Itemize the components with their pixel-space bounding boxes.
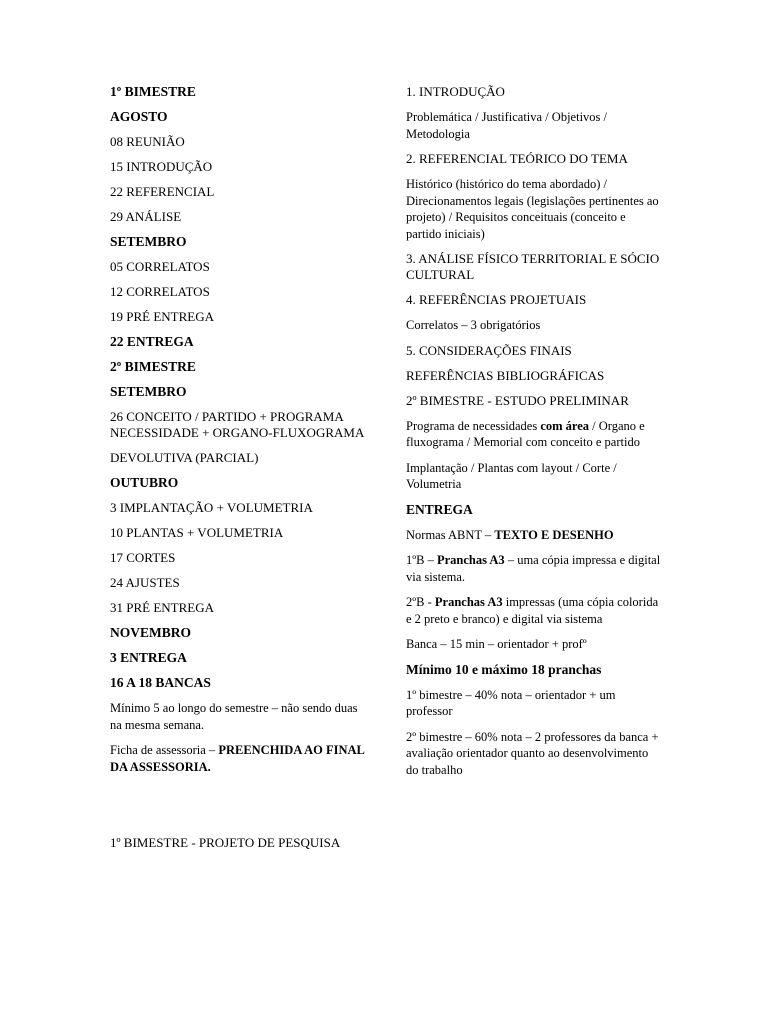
- right-paragraph: [406, 317, 662, 334]
- left-paragraph: [110, 259, 372, 275]
- left-paragraph: [110, 742, 372, 775]
- text-run: / Organo e fluxograma / Memorial com conceito e partido: [406, 418, 645, 449]
- right-paragraph: [406, 109, 662, 142]
- left-paragraph: [110, 650, 372, 666]
- text-run: com área: [540, 418, 590, 433]
- left-paragraph: [110, 550, 372, 566]
- left-paragraph: [110, 334, 372, 350]
- left-paragraph: [110, 409, 372, 441]
- left-paragraph: [110, 675, 372, 691]
- text-run: 26 CONCEITO / PARTIDO + PROGRAMA NECESSIDADE + ORGANO-FLUXOGRAMA: [110, 409, 365, 440]
- right-paragraph: [406, 84, 662, 100]
- text-run: 4. REFERÊNCIAS PROJETUAIS: [406, 292, 587, 307]
- text-run: AGOSTO: [110, 109, 168, 124]
- text-run: Pranchas A3: [434, 595, 503, 609]
- text-run: Normas ABNT –: [406, 527, 495, 542]
- right-paragraph: [406, 662, 662, 678]
- left-paragraph: [110, 384, 372, 400]
- right-paragraph: [406, 594, 662, 627]
- right-paragraph: [406, 502, 662, 518]
- left-paragraph: [110, 309, 372, 325]
- right-paragraph: [406, 176, 662, 242]
- text-run: 22 ENTREGA: [110, 334, 194, 349]
- text-run: Problemática / Justificativa / Objetivos / Metodologia: [406, 110, 608, 141]
- text-run: 2º bimestre – 60% nota – 2 professores da banca + avaliação orientador quanto ao desenvolvimento do trabalho: [406, 729, 659, 777]
- text-run: – uma cópia impressa e digital via sistema.: [406, 553, 661, 584]
- right-paragraph: [406, 636, 662, 653]
- left-paragraph: [110, 625, 372, 641]
- text-run: 2. REFERENCIAL TEÓRICO DO TEMA: [406, 151, 628, 166]
- text-run: 3. ANÁLISE FÍSICO TERRITORIAL E SÓCIO CULTURAL: [406, 251, 660, 282]
- blank-spacer: [110, 784, 372, 835]
- left-paragraph: [110, 84, 372, 100]
- text-run: Pranchas A3: [436, 553, 505, 567]
- left-paragraph: [110, 209, 372, 225]
- text-run: 29 ANÁLISE: [110, 209, 182, 224]
- left-paragraph: [110, 359, 372, 375]
- text-run: REFERÊNCIAS BIBLIOGRÁFICAS: [406, 367, 605, 383]
- text-run: 16 A 18 BANCAS: [110, 675, 211, 690]
- text-run: Banca – 15 min – orientador + profº: [406, 637, 587, 651]
- content-column: [406, 84, 662, 787]
- text-run: Programa de necessidades: [406, 418, 541, 433]
- right-paragraph: [406, 343, 662, 359]
- right-paragraph: [406, 527, 662, 544]
- left-paragraph: [110, 159, 372, 175]
- right-paragraph: [406, 687, 662, 720]
- text-run: 12 CORRELATOS: [110, 284, 210, 299]
- text-run: SETEMBRO: [110, 384, 187, 399]
- left-paragraph: [110, 600, 372, 616]
- text-run: Ficha de assessoria –: [110, 743, 219, 757]
- text-run: 1º BIMESTRE - PROJETO DE PESQUISA: [110, 835, 341, 850]
- right-paragraph: [406, 251, 662, 283]
- text-run: Implantação / Plantas com layout / Corte / Volumetria: [406, 460, 617, 491]
- right-paragraph: [406, 552, 662, 585]
- right-paragraph: [406, 418, 662, 451]
- text-run: OUTUBRO: [110, 475, 179, 490]
- text-run: impressas (uma cópia colorida e 2 preto e branco) e digital via sistema: [406, 595, 659, 626]
- text-run: 19 PRÉ ENTREGA: [110, 309, 214, 324]
- right-paragraph: [406, 151, 662, 167]
- left-paragraph: [110, 475, 372, 491]
- right-paragraph: [406, 393, 662, 409]
- left-paragraph: [110, 234, 372, 250]
- text-run: SETEMBRO: [110, 234, 187, 249]
- right-paragraph: [406, 460, 662, 493]
- left-paragraph: [110, 450, 372, 466]
- text-run: 5. CONSIDERAÇÕES FINAIS: [406, 342, 572, 358]
- left-paragraph: [110, 525, 372, 541]
- text-run: Histórico (histórico do tema abordado) / Direcionamentos legais (legislações pertinentes ao projeto) / Requisitos conceituais (conceito e partido iniciais): [406, 177, 659, 241]
- left-paragraph: [110, 500, 372, 516]
- left-paragraph: [110, 575, 372, 591]
- text-run: 2ºB -: [406, 595, 435, 609]
- text-run: 1. INTRODUÇÃO: [406, 84, 505, 99]
- text-run: 05 CORRELATOS: [110, 259, 210, 274]
- text-run: 3 IMPLANTAÇÃO + VOLUMETRIA: [110, 500, 313, 515]
- left-paragraph: [110, 134, 372, 150]
- text-run: TEXTO E DESENHO: [494, 527, 614, 542]
- text-run: 2º BIMESTRE - ESTUDO PRELIMINAR: [406, 392, 629, 408]
- text-run: ENTREGA: [406, 501, 473, 517]
- text-run: 15 INTRODUÇÃO: [110, 159, 213, 174]
- text-run: 1º BIMESTRE: [110, 84, 196, 99]
- text-run: 2º BIMESTRE: [110, 359, 196, 374]
- text-run: 1ºB –: [406, 553, 437, 567]
- text-run: 31 PRÉ ENTREGA: [110, 600, 214, 615]
- text-run: Mínimo 5 ao longo do semestre – não sendo duas na mesma semana.: [110, 701, 358, 732]
- text-run: 22 REFERENCIAL: [110, 184, 215, 199]
- right-paragraph: [406, 368, 662, 384]
- text-run: 1º bimestre – 40% nota – orientador + um professor: [406, 687, 616, 718]
- right-paragraph: [406, 292, 662, 308]
- text-run: 10 PLANTAS + VOLUMETRIA: [110, 525, 284, 540]
- left-paragraph: [110, 835, 372, 851]
- left-paragraph: [110, 284, 372, 300]
- schedule-column: [110, 84, 372, 860]
- text-run: DEVOLUTIVA (PARCIAL): [110, 450, 259, 465]
- text-run: 17 CORTES: [110, 550, 176, 565]
- text-run: Correlatos – 3 obrigatórios: [406, 318, 541, 332]
- text-run: 08 REUNIÃO: [110, 134, 185, 149]
- text-run: 3 ENTREGA: [110, 650, 187, 665]
- right-paragraph: [406, 729, 662, 779]
- text-run: PREENCHIDA AO FINAL DA ASSESSORIA.: [110, 743, 365, 774]
- left-paragraph: [110, 109, 372, 125]
- text-run: Mínimo 10 e máximo 18 pranchas: [406, 661, 602, 677]
- left-paragraph: [110, 700, 372, 733]
- left-paragraph: [110, 184, 372, 200]
- text-run: 24 AJUSTES: [110, 575, 180, 590]
- text-run: NOVEMBRO: [110, 625, 191, 640]
